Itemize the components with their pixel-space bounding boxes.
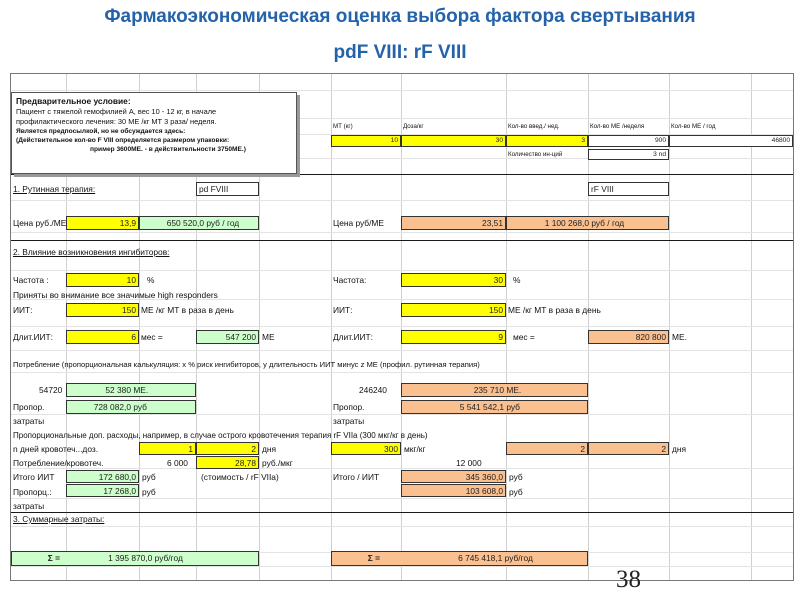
cons-rf [401,383,588,397]
sigma-label: Σ = [367,553,380,563]
price-rf: 23,51 [401,216,506,230]
days-pd: 1 [139,442,196,455]
me-unit: МЕ. [133,385,149,395]
param-header: Кол-во МЕ / год [671,123,716,130]
section-separator [11,512,793,513]
iit-unit-rf: МЕ /кг МТ в раза в день [508,305,601,315]
unit-mcg: руб./мкг [262,458,293,468]
rub-unit: руб [133,402,147,412]
gridline [11,90,793,91]
param-header: Кол-во введ./ нед. [508,123,560,130]
freq-rf: 30 [401,273,506,287]
dur-label-rf: Длит.ИИТ: [333,332,373,342]
gridline [11,566,793,567]
rub-unit: руб [142,487,156,497]
me-unit: МЕ. [672,332,687,342]
gridline [11,414,793,415]
days-rf: 2 [506,442,588,455]
freq-label-rf: Частота: [333,275,367,285]
costs-label-2b: затраты [13,501,45,511]
param-weight: 10 [331,135,401,147]
gridline [11,232,793,233]
price-num: 6 000 [167,458,188,468]
cons-pd [66,383,196,397]
me-unit: МЕ [262,332,275,342]
precondition-title: Предварительное условие: [16,96,131,106]
section-separator [11,174,793,175]
precondition-note [11,92,297,174]
param-injections: 3 [506,135,588,147]
total-rf-value: 6 745 418,1 [458,553,503,563]
gridline [401,74,402,580]
cons-pd-value: 52 380 [105,385,131,395]
param-header: Кол-во МЕ /неделя [590,123,645,130]
page-subtitle: pdF VIII: rF VIII [333,42,467,63]
total-iit-pd: 172 680,0 [66,470,139,483]
cons-rf-num: 246240 [359,385,387,395]
days-unit: дня [262,444,277,454]
dur-me-rf: 820 800 [588,330,669,344]
param-me-week: 900 [588,135,669,147]
total-pd-value: 1 395 870,0 [108,553,153,563]
gridline [11,350,793,351]
prop-rf-value: 5 541 542,1 [459,402,504,412]
spreadsheet [10,73,794,581]
gridline [11,200,793,201]
dose-rf-mcg: 300 [331,442,401,455]
freq-pd: 10 [66,273,139,287]
section1-title: 1. Рутинная терапия: [13,184,96,194]
consumption-note: Потребление (пропорциональная калькуляция: х % риск ингибиторов, у длительность ИИТ минус z МЕ (профил. рутинная терапия) [13,360,480,369]
unit-year: руб / год [206,218,240,228]
sigma-label: Σ = [47,553,60,563]
gridline [11,526,793,527]
consumption-label: Потребление/кровотеч. [13,458,104,468]
iit-label-pd: ИИТ: [13,305,33,315]
total-rf [331,551,588,566]
mcg-kg-unit: мкг/кг [404,444,426,454]
precondition-line: Является предпосылкой, но не обсуждается здесь: [16,128,186,135]
cost-per-note: (стоимость / rF VIIa) [201,472,279,482]
section3-title: 3. Суммарные затраты: [13,514,105,524]
price-label-rf: Цена руб/МЕ [333,218,384,228]
rf-val: 12 000 [456,458,482,468]
precondition-line: Пациент с тяжелой гемофилией А, вес 10 - 12 кг, в начале [16,107,217,116]
total-iit-label: Итого ИИТ [13,472,55,482]
total-iit-rf: 345 360,0 [401,470,506,483]
prop-label-rf: Пропор. [333,402,365,412]
prop2b-rf: 103 608,0 [401,484,506,497]
costs-label-pd: затраты [13,416,45,426]
total-iit-label-rf: Итого / ИИТ [333,472,380,482]
rf-viii-label: rF VIII [588,182,669,196]
cost-pd [139,216,259,230]
gridline [751,74,752,580]
gridline [11,498,793,499]
section2-title: 2. Влияние возникновения ингибиторов: [13,247,170,257]
me-unit: МЕ. [506,385,522,395]
section-separator [11,240,793,241]
doses-rf: 2 [588,442,669,455]
param-header: Доза/кг [403,123,424,130]
cons-rf-value: 235 710 [473,385,504,395]
prop-pd [66,400,196,414]
page-title: Фармакоэкономическая оценка выбора фактора свертывания [104,6,696,27]
gridline [669,74,670,580]
freq-label-pd: Частота : [13,275,49,285]
cost-pd-value: 650 520,0 [166,218,204,228]
percent-sign: % [513,275,521,285]
precondition-line: (Действительное кол-во F VIII определяется размером упаковки: [16,137,230,144]
dur-me-pd: 547 200 [196,330,259,344]
price-pd: 13,9 [66,216,139,230]
iit-label-rf: ИИТ: [333,305,353,315]
iit-pd: 150 [66,303,139,317]
gridline [11,326,793,327]
sessions-label: Количество ин-ций [508,151,563,158]
cons-pd-num: 54720 [39,385,63,395]
price-mcg: 28,78 [196,456,259,469]
costs-label-rf: затраты [333,416,365,426]
rub-unit: руб [509,487,523,497]
months-eq: мес = [513,332,535,342]
months-eq: мес = [141,332,163,342]
price-label-pd: Цена руб./МЕ [13,218,67,228]
high-responders-note: Приняты во внимание все значимые high responders [13,290,218,300]
rub-unit: руб [509,472,523,482]
param-me-year: 46800 [669,135,793,147]
iit-unit-pd: МЕ /кг МТ в раза в день [141,305,234,315]
gridline [11,270,793,271]
dur-pd: 6 [66,330,139,344]
prop2b-pd: 17 268,0 [66,484,139,497]
prop-label-2b: Пропорц.: [13,487,52,497]
unit-rub-year: руб/год [154,553,183,563]
pd-fviii-label: pd FVIII [196,182,259,196]
percent-sign: % [147,275,155,285]
dur-label-pd: Длит.ИИТ: [13,332,53,342]
gridline [11,468,793,469]
gridline [331,74,332,580]
days-label: n дней кровотеч...доз. [13,444,99,454]
page-number: 38 [616,566,641,593]
prop-label-pd: Пропор. [13,402,45,412]
rub-unit: руб [506,402,520,412]
doses-pd: 2 [196,442,259,455]
gridline [506,74,507,580]
unit-year: руб / год [591,218,625,228]
days-unit-rf: дня [672,444,687,454]
prop-pd-value: 728 082,0 [93,402,131,412]
dur-rf: 9 [401,330,506,344]
param-header: МТ (кг) [333,123,353,130]
bleeding-note: Пропорциональные доп. расходы, например, в случае острого кровотечения терапия rF VIIa (300 мкг/кг в день) [13,431,428,440]
prop-rf [401,400,588,414]
precondition-line: пример 3600МЕ. - в действительности 3750МЕ.) [90,146,246,153]
gridline [11,372,793,373]
iit-rf: 150 [401,303,506,317]
total-pd [11,551,259,566]
unit-rub-year: руб/год [504,553,533,563]
sessions-value: 3 nd [588,149,669,160]
cost-rf [506,216,669,230]
rub-unit: руб [142,472,156,482]
precondition-line: профилактического лечения: 30 МЕ /кг МТ 3 раза/ неделя. [16,117,217,126]
param-dose: 30 [401,135,506,147]
cost-rf-value: 1 100 268,0 [544,218,589,228]
